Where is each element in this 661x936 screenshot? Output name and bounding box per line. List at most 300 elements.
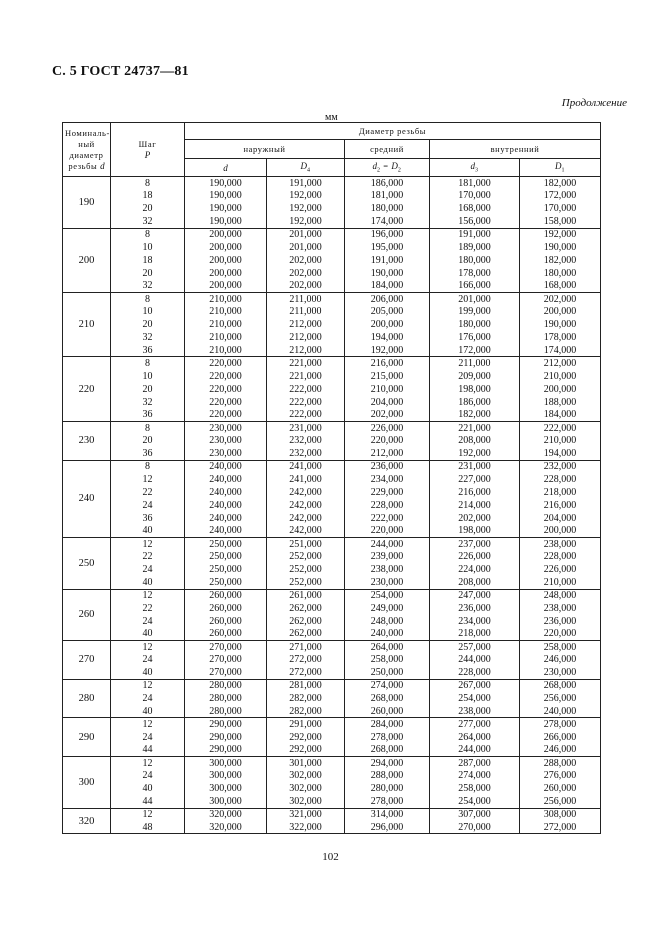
D4-cell: 212,000 bbox=[267, 318, 345, 331]
D1-cell: 192,000 bbox=[520, 228, 601, 241]
d3-cell: 227,000 bbox=[430, 473, 520, 486]
D4-cell: 322,000 bbox=[267, 821, 345, 834]
D4-cell: 292,000 bbox=[267, 744, 345, 757]
table-row bbox=[63, 550, 601, 563]
D1-cell: 204,000 bbox=[520, 512, 601, 525]
d-cell: 200,000 bbox=[185, 280, 267, 293]
table-row bbox=[63, 563, 601, 576]
step-header: Шаг P bbox=[111, 123, 185, 177]
d-cell: 300,000 bbox=[185, 782, 267, 795]
table-row bbox=[63, 241, 601, 254]
D1-cell: 238,000 bbox=[520, 537, 601, 550]
D1-cell: 278,000 bbox=[520, 718, 601, 731]
D1-cell: 248,000 bbox=[520, 589, 601, 602]
D1-cell: 180,000 bbox=[520, 267, 601, 280]
d2-cell: 184,000 bbox=[345, 280, 430, 293]
table-row bbox=[63, 641, 601, 654]
D4-cell: 222,000 bbox=[267, 396, 345, 409]
D1-cell: 230,000 bbox=[520, 666, 601, 679]
nominal-diameter-cell: 270 bbox=[63, 641, 111, 680]
step-cell: 12 bbox=[111, 473, 185, 486]
d3-cell: 244,000 bbox=[430, 653, 520, 666]
d3-cell: 201,000 bbox=[430, 293, 520, 306]
d2-cell: 240,000 bbox=[345, 628, 430, 641]
D1-cell: 200,000 bbox=[520, 383, 601, 396]
d-cell: 220,000 bbox=[185, 370, 267, 383]
table-row bbox=[63, 189, 601, 202]
d2-cell: 220,000 bbox=[345, 525, 430, 538]
d-cell: 240,000 bbox=[185, 499, 267, 512]
d-cell: 210,000 bbox=[185, 318, 267, 331]
step-cell: 8 bbox=[111, 357, 185, 370]
d-cell: 230,000 bbox=[185, 434, 267, 447]
d3-cell: 244,000 bbox=[430, 744, 520, 757]
D4-cell: 191,000 bbox=[267, 177, 345, 190]
step-cell: 40 bbox=[111, 576, 185, 589]
table-row bbox=[63, 744, 601, 757]
d2-cell: 314,000 bbox=[345, 808, 430, 821]
D4-cell: 251,000 bbox=[267, 537, 345, 550]
D1-cell: 272,000 bbox=[520, 821, 601, 834]
d-cell: 270,000 bbox=[185, 653, 267, 666]
D4-cell: 202,000 bbox=[267, 280, 345, 293]
D4-cell: 262,000 bbox=[267, 602, 345, 615]
d3-cell: 287,000 bbox=[430, 757, 520, 770]
inner-diameter-header: внутренний bbox=[430, 140, 601, 159]
step-cell: 32 bbox=[111, 215, 185, 228]
d2-cell: 186,000 bbox=[345, 177, 430, 190]
D1-cell: 200,000 bbox=[520, 305, 601, 318]
table-row bbox=[63, 177, 601, 190]
outer-diameter-header: наружный bbox=[185, 140, 345, 159]
nominal-diameter-header: Номиналь- ный диаметр резьбы d bbox=[63, 123, 111, 177]
D4-cell: 261,000 bbox=[267, 589, 345, 602]
D1-cell: 258,000 bbox=[520, 641, 601, 654]
step-cell: 8 bbox=[111, 460, 185, 473]
d3-cell: 182,000 bbox=[430, 409, 520, 422]
D1-cell: 212,000 bbox=[520, 357, 601, 370]
step-cell: 20 bbox=[111, 383, 185, 396]
d2-cell: 210,000 bbox=[345, 383, 430, 396]
D1-cell: 228,000 bbox=[520, 473, 601, 486]
d-cell: 190,000 bbox=[185, 177, 267, 190]
d-cell: 300,000 bbox=[185, 769, 267, 782]
D4-cell: 232,000 bbox=[267, 434, 345, 447]
D1-cell: 184,000 bbox=[520, 409, 601, 422]
continuation-label: Продолжение bbox=[561, 97, 627, 109]
D4-cell: 272,000 bbox=[267, 653, 345, 666]
D1-cell: 288,000 bbox=[520, 757, 601, 770]
D4-cell: 302,000 bbox=[267, 795, 345, 808]
d-cell: 300,000 bbox=[185, 795, 267, 808]
d-cell: 250,000 bbox=[185, 576, 267, 589]
d3-cell: 176,000 bbox=[430, 331, 520, 344]
step-cell: 24 bbox=[111, 692, 185, 705]
d3-cell: 247,000 bbox=[430, 589, 520, 602]
D4-cell: 242,000 bbox=[267, 486, 345, 499]
d2-cell: 238,000 bbox=[345, 563, 430, 576]
D4-cell: 201,000 bbox=[267, 241, 345, 254]
table-row bbox=[63, 396, 601, 409]
D4-cell: 252,000 bbox=[267, 563, 345, 576]
d3-cell: 181,000 bbox=[430, 177, 520, 190]
d3-cell: 228,000 bbox=[430, 666, 520, 679]
d3-cell: 168,000 bbox=[430, 202, 520, 215]
D4-cell: 252,000 bbox=[267, 550, 345, 563]
D1-cell: 232,000 bbox=[520, 460, 601, 473]
D4-cell: 282,000 bbox=[267, 705, 345, 718]
d2-cell: 206,000 bbox=[345, 293, 430, 306]
D4-cell: 202,000 bbox=[267, 267, 345, 280]
d2-cell: 190,000 bbox=[345, 267, 430, 280]
D1-cell: 174,000 bbox=[520, 344, 601, 357]
d2-cell: 216,000 bbox=[345, 357, 430, 370]
table-row bbox=[63, 447, 601, 460]
nominal-diameter-cell: 250 bbox=[63, 537, 111, 589]
d-cell: 280,000 bbox=[185, 705, 267, 718]
d2-cell: 226,000 bbox=[345, 421, 430, 434]
table-row bbox=[63, 576, 601, 589]
d2-cell: 278,000 bbox=[345, 795, 430, 808]
d-cell: 220,000 bbox=[185, 357, 267, 370]
D1-cell: 246,000 bbox=[520, 744, 601, 757]
thread-diameter-header: Диаметр резьбы bbox=[185, 123, 601, 140]
table-row bbox=[63, 421, 601, 434]
d3-cell: 208,000 bbox=[430, 434, 520, 447]
d2-cell: 264,000 bbox=[345, 641, 430, 654]
d2-cell: 215,000 bbox=[345, 370, 430, 383]
D1-cell: 210,000 bbox=[520, 434, 601, 447]
step-cell: 44 bbox=[111, 744, 185, 757]
step-cell: 18 bbox=[111, 189, 185, 202]
d-cell: 220,000 bbox=[185, 383, 267, 396]
d-cell: 230,000 bbox=[185, 447, 267, 460]
d3-cell: 209,000 bbox=[430, 370, 520, 383]
D4-cell: 211,000 bbox=[267, 305, 345, 318]
d3-cell: 198,000 bbox=[430, 525, 520, 538]
table-row bbox=[63, 357, 601, 370]
table-row bbox=[63, 293, 601, 306]
step-cell: 12 bbox=[111, 808, 185, 821]
D4-cell: 291,000 bbox=[267, 718, 345, 731]
table-row bbox=[63, 305, 601, 318]
D4-cell: 211,000 bbox=[267, 293, 345, 306]
table-row bbox=[63, 202, 601, 215]
d-cell: 200,000 bbox=[185, 241, 267, 254]
D1-cell: 220,000 bbox=[520, 628, 601, 641]
col-D1: $D_1$ bbox=[520, 159, 601, 177]
d-cell: 260,000 bbox=[185, 615, 267, 628]
d2-cell: 268,000 bbox=[345, 692, 430, 705]
d2-cell: 196,000 bbox=[345, 228, 430, 241]
d3-cell: 237,000 bbox=[430, 537, 520, 550]
table-row bbox=[63, 267, 601, 280]
step-cell: 22 bbox=[111, 550, 185, 563]
step-cell: 32 bbox=[111, 331, 185, 344]
nominal-diameter-cell: 220 bbox=[63, 357, 111, 421]
step-cell: 12 bbox=[111, 537, 185, 550]
D4-cell: 252,000 bbox=[267, 576, 345, 589]
D1-cell: 216,000 bbox=[520, 499, 601, 512]
D4-cell: 192,000 bbox=[267, 215, 345, 228]
D4-cell: 232,000 bbox=[267, 447, 345, 460]
page-header: С. 5 ГОСТ 24737—81 bbox=[52, 64, 189, 79]
D4-cell: 262,000 bbox=[267, 615, 345, 628]
D4-cell: 201,000 bbox=[267, 228, 345, 241]
D4-cell: 221,000 bbox=[267, 357, 345, 370]
d2-cell: 250,000 bbox=[345, 666, 430, 679]
D1-cell: 256,000 bbox=[520, 795, 601, 808]
step-cell: 10 bbox=[111, 241, 185, 254]
step-cell: 24 bbox=[111, 563, 185, 576]
D4-cell: 192,000 bbox=[267, 202, 345, 215]
d-cell: 210,000 bbox=[185, 344, 267, 357]
d3-cell: 170,000 bbox=[430, 189, 520, 202]
d3-cell: 221,000 bbox=[430, 421, 520, 434]
col-d2-D2: $d_2 = D_2$ bbox=[345, 159, 430, 177]
nominal-diameter-cell: 240 bbox=[63, 460, 111, 537]
d2-cell: 236,000 bbox=[345, 460, 430, 473]
step-cell: 20 bbox=[111, 267, 185, 280]
step-cell: 40 bbox=[111, 525, 185, 538]
d3-cell: 267,000 bbox=[430, 679, 520, 692]
D4-cell: 301,000 bbox=[267, 757, 345, 770]
d2-cell: 248,000 bbox=[345, 615, 430, 628]
d-cell: 200,000 bbox=[185, 228, 267, 241]
D4-cell: 212,000 bbox=[267, 331, 345, 344]
d3-cell: 180,000 bbox=[430, 318, 520, 331]
D1-cell: 200,000 bbox=[520, 525, 601, 538]
D1-cell: 238,000 bbox=[520, 602, 601, 615]
middle-diameter-header: средний bbox=[345, 140, 430, 159]
step-cell: 12 bbox=[111, 641, 185, 654]
D1-cell: 266,000 bbox=[520, 731, 601, 744]
col-d3: $d_3$ bbox=[430, 159, 520, 177]
d-cell: 300,000 bbox=[185, 757, 267, 770]
d2-cell: 202,000 bbox=[345, 409, 430, 422]
page-number: 102 bbox=[322, 851, 339, 863]
step-cell: 44 bbox=[111, 795, 185, 808]
D4-cell: 221,000 bbox=[267, 370, 345, 383]
d3-cell: 172,000 bbox=[430, 344, 520, 357]
D4-cell: 192,000 bbox=[267, 189, 345, 202]
d2-cell: 195,000 bbox=[345, 241, 430, 254]
step-cell: 24 bbox=[111, 769, 185, 782]
nominal-diameter-cell: 260 bbox=[63, 589, 111, 641]
table-row bbox=[63, 718, 601, 731]
d2-cell: 249,000 bbox=[345, 602, 430, 615]
table-row bbox=[63, 628, 601, 641]
d-cell: 320,000 bbox=[185, 808, 267, 821]
D1-cell: 194,000 bbox=[520, 447, 601, 460]
d2-cell: 212,000 bbox=[345, 447, 430, 460]
D1-cell: 202,000 bbox=[520, 293, 601, 306]
d2-cell: 194,000 bbox=[345, 331, 430, 344]
D4-cell: 271,000 bbox=[267, 641, 345, 654]
step-cell: 12 bbox=[111, 757, 185, 770]
table-row bbox=[63, 486, 601, 499]
step-cell: 40 bbox=[111, 628, 185, 641]
nominal-diameter-cell: 320 bbox=[63, 808, 111, 834]
d2-cell: 205,000 bbox=[345, 305, 430, 318]
D1-cell: 268,000 bbox=[520, 679, 601, 692]
step-cell: 8 bbox=[111, 177, 185, 190]
d3-cell: 264,000 bbox=[430, 731, 520, 744]
D4-cell: 321,000 bbox=[267, 808, 345, 821]
d-cell: 250,000 bbox=[185, 537, 267, 550]
table-row bbox=[63, 280, 601, 293]
col-d: d bbox=[185, 159, 267, 177]
D1-cell: 246,000 bbox=[520, 653, 601, 666]
table-row bbox=[63, 692, 601, 705]
table-row bbox=[63, 615, 601, 628]
nominal-diameter-cell: 290 bbox=[63, 718, 111, 757]
d3-cell: 231,000 bbox=[430, 460, 520, 473]
d3-cell: 226,000 bbox=[430, 550, 520, 563]
table-row bbox=[63, 344, 601, 357]
step-cell: 24 bbox=[111, 499, 185, 512]
d3-cell: 224,000 bbox=[430, 563, 520, 576]
D4-cell: 222,000 bbox=[267, 409, 345, 422]
d3-cell: 180,000 bbox=[430, 254, 520, 267]
table-row bbox=[63, 589, 601, 602]
step-cell: 10 bbox=[111, 370, 185, 383]
step-cell: 10 bbox=[111, 305, 185, 318]
nominal-diameter-cell: 190 bbox=[63, 177, 111, 229]
d3-cell: 216,000 bbox=[430, 486, 520, 499]
D1-cell: 210,000 bbox=[520, 370, 601, 383]
d2-cell: 220,000 bbox=[345, 434, 430, 447]
d-cell: 260,000 bbox=[185, 628, 267, 641]
table-row bbox=[63, 782, 601, 795]
d2-cell: 260,000 bbox=[345, 705, 430, 718]
step-cell: 36 bbox=[111, 512, 185, 525]
step-cell: 8 bbox=[111, 293, 185, 306]
step-cell: 40 bbox=[111, 705, 185, 718]
d2-cell: 200,000 bbox=[345, 318, 430, 331]
d3-cell: 258,000 bbox=[430, 782, 520, 795]
units-label: мм bbox=[325, 112, 338, 123]
d3-cell: 218,000 bbox=[430, 628, 520, 641]
D1-cell: 182,000 bbox=[520, 177, 601, 190]
D4-cell: 202,000 bbox=[267, 254, 345, 267]
step-cell: 22 bbox=[111, 486, 185, 499]
table-row bbox=[63, 537, 601, 550]
step-cell: 22 bbox=[111, 602, 185, 615]
step-cell: 8 bbox=[111, 421, 185, 434]
table-row bbox=[63, 653, 601, 666]
d-cell: 290,000 bbox=[185, 731, 267, 744]
D1-cell: 168,000 bbox=[520, 280, 601, 293]
table-row bbox=[63, 795, 601, 808]
D1-cell: 218,000 bbox=[520, 486, 601, 499]
D1-cell: 228,000 bbox=[520, 550, 601, 563]
D1-cell: 190,000 bbox=[520, 318, 601, 331]
d-cell: 190,000 bbox=[185, 215, 267, 228]
table-row bbox=[63, 499, 601, 512]
table-row bbox=[63, 769, 601, 782]
d-cell: 240,000 bbox=[185, 473, 267, 486]
d-cell: 270,000 bbox=[185, 641, 267, 654]
d2-cell: 234,000 bbox=[345, 473, 430, 486]
d2-cell: 268,000 bbox=[345, 744, 430, 757]
d-cell: 190,000 bbox=[185, 202, 267, 215]
D1-cell: 170,000 bbox=[520, 202, 601, 215]
d3-cell: 202,000 bbox=[430, 512, 520, 525]
d3-cell: 274,000 bbox=[430, 769, 520, 782]
D1-cell: 276,000 bbox=[520, 769, 601, 782]
d2-cell: 288,000 bbox=[345, 769, 430, 782]
d-cell: 240,000 bbox=[185, 460, 267, 473]
D4-cell: 242,000 bbox=[267, 512, 345, 525]
d-cell: 220,000 bbox=[185, 396, 267, 409]
d3-cell: 211,000 bbox=[430, 357, 520, 370]
d3-cell: 166,000 bbox=[430, 280, 520, 293]
d2-cell: 229,000 bbox=[345, 486, 430, 499]
d3-cell: 254,000 bbox=[430, 692, 520, 705]
D1-cell: 172,000 bbox=[520, 189, 601, 202]
d-cell: 260,000 bbox=[185, 602, 267, 615]
table-row bbox=[63, 409, 601, 422]
d-cell: 290,000 bbox=[185, 744, 267, 757]
table-row bbox=[63, 331, 601, 344]
D4-cell: 242,000 bbox=[267, 499, 345, 512]
d3-cell: 277,000 bbox=[430, 718, 520, 731]
table-row bbox=[63, 460, 601, 473]
D1-cell: 236,000 bbox=[520, 615, 601, 628]
D1-cell: 210,000 bbox=[520, 576, 601, 589]
D4-cell: 222,000 bbox=[267, 383, 345, 396]
D1-cell: 256,000 bbox=[520, 692, 601, 705]
D4-cell: 302,000 bbox=[267, 769, 345, 782]
d-cell: 280,000 bbox=[185, 679, 267, 692]
D4-cell: 282,000 bbox=[267, 692, 345, 705]
d2-cell: 228,000 bbox=[345, 499, 430, 512]
d-cell: 240,000 bbox=[185, 512, 267, 525]
d2-cell: 274,000 bbox=[345, 679, 430, 692]
d3-cell: 189,000 bbox=[430, 241, 520, 254]
D1-cell: 240,000 bbox=[520, 705, 601, 718]
d3-cell: 198,000 bbox=[430, 383, 520, 396]
step-cell: 24 bbox=[111, 653, 185, 666]
step-cell: 20 bbox=[111, 434, 185, 447]
thread-dimensions-table bbox=[62, 122, 601, 834]
d3-cell: 234,000 bbox=[430, 615, 520, 628]
D4-cell: 262,000 bbox=[267, 628, 345, 641]
d3-cell: 192,000 bbox=[430, 447, 520, 460]
d2-cell: 180,000 bbox=[345, 202, 430, 215]
table-row bbox=[63, 666, 601, 679]
table-row bbox=[63, 318, 601, 331]
D4-cell: 292,000 bbox=[267, 731, 345, 744]
d2-cell: 294,000 bbox=[345, 757, 430, 770]
D1-cell: 188,000 bbox=[520, 396, 601, 409]
table-row bbox=[63, 821, 601, 834]
step-cell: 8 bbox=[111, 228, 185, 241]
d2-cell: 296,000 bbox=[345, 821, 430, 834]
d-cell: 200,000 bbox=[185, 254, 267, 267]
d2-cell: 192,000 bbox=[345, 344, 430, 357]
step-cell: 24 bbox=[111, 731, 185, 744]
d3-cell: 156,000 bbox=[430, 215, 520, 228]
step-cell: 32 bbox=[111, 280, 185, 293]
d2-cell: 278,000 bbox=[345, 731, 430, 744]
table-row bbox=[63, 473, 601, 486]
d3-cell: 214,000 bbox=[430, 499, 520, 512]
step-cell: 12 bbox=[111, 589, 185, 602]
d-cell: 230,000 bbox=[185, 421, 267, 434]
step-cell: 20 bbox=[111, 318, 185, 331]
